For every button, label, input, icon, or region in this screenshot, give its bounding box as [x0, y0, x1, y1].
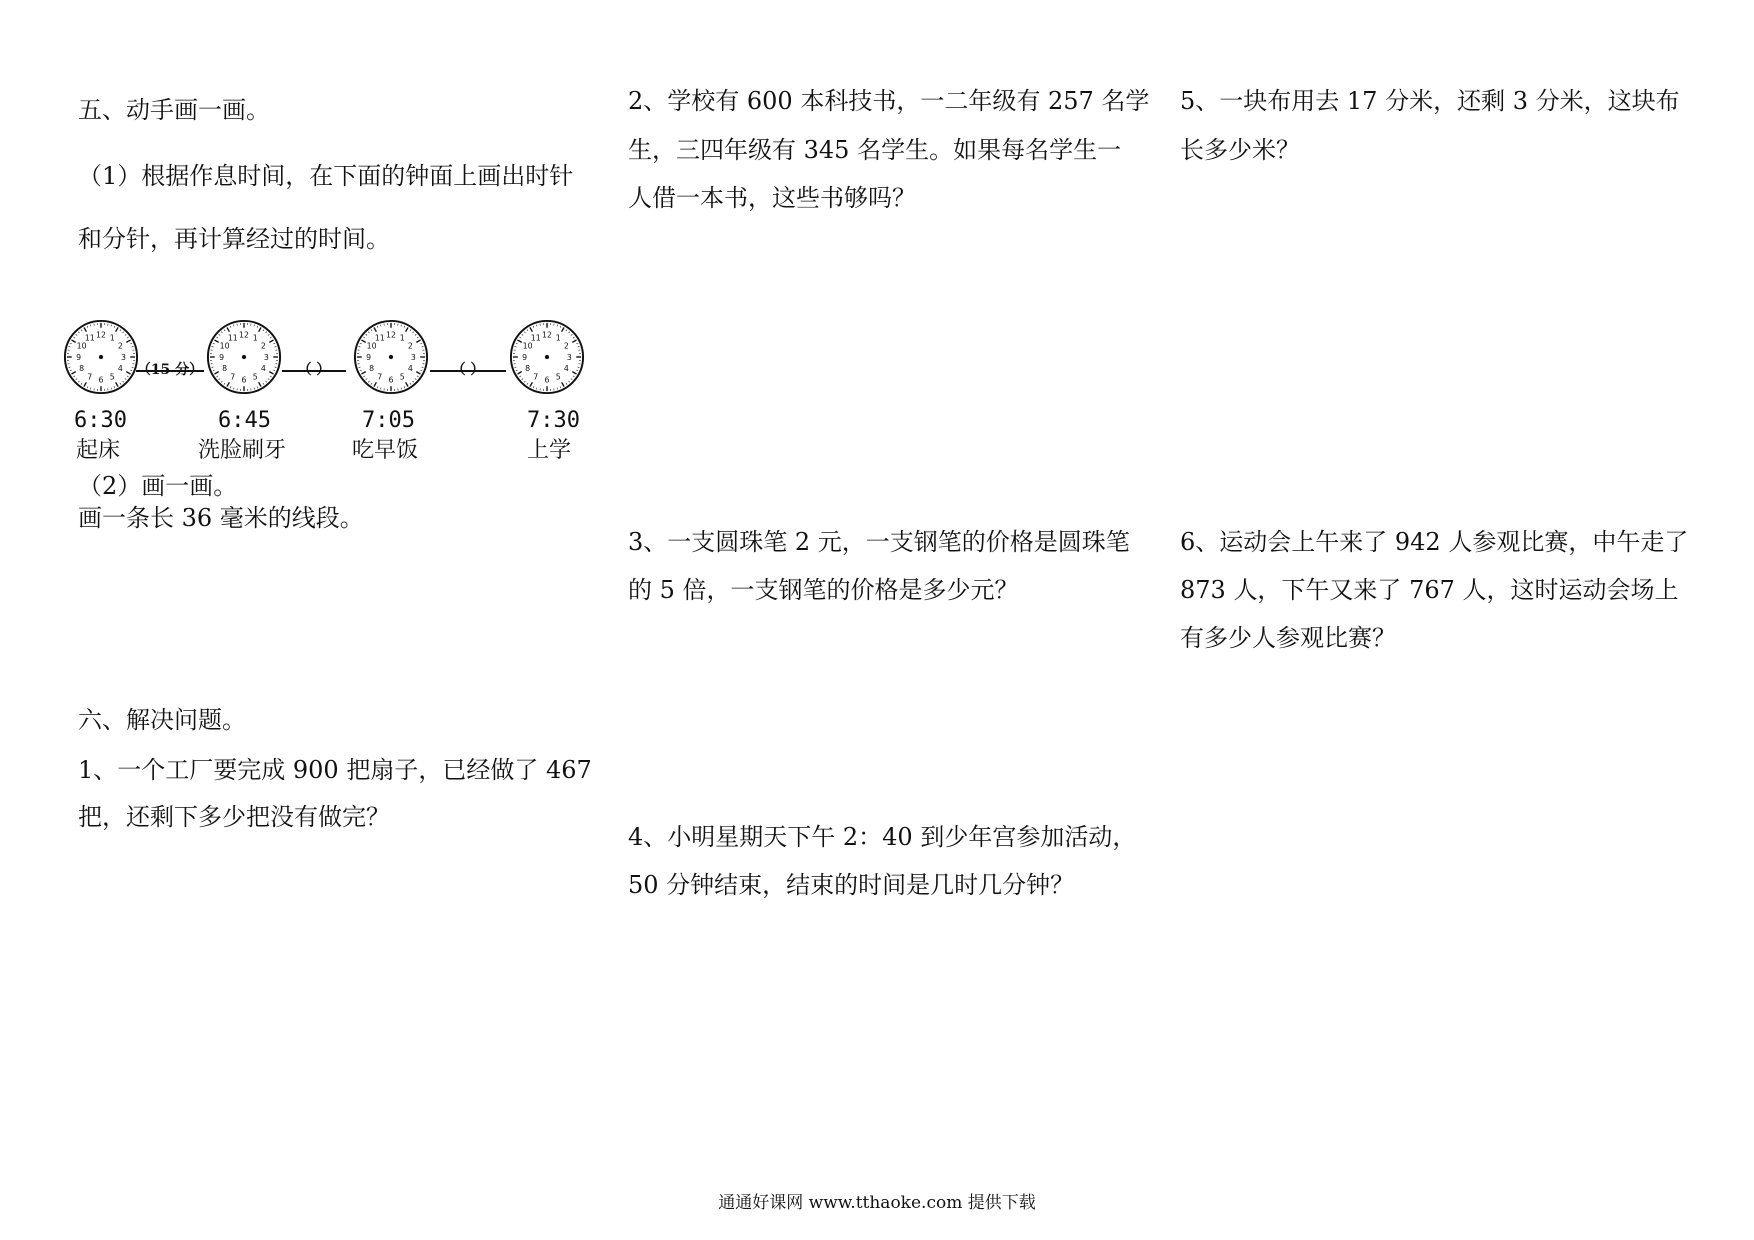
clock-tick	[517, 340, 521, 342]
clock-tick	[533, 326, 534, 328]
clock-number: 6	[388, 375, 394, 385]
clock-number: 2	[260, 341, 266, 351]
clock-tick	[515, 367, 517, 368]
clock-tick	[374, 382, 376, 386]
clock-tick	[69, 367, 71, 368]
clock-tick	[572, 372, 576, 374]
clock-tick	[84, 327, 86, 331]
clock-tick	[125, 379, 126, 380]
clock-tick	[263, 329, 264, 331]
clock-tick	[576, 343, 578, 344]
clock-number: 7	[87, 372, 93, 382]
clock-tick	[380, 388, 381, 390]
schedule-activity-4: 上学	[527, 438, 572, 463]
clock-tick	[270, 376, 272, 377]
clock-tick	[269, 340, 273, 342]
clock-tick	[363, 376, 365, 377]
clock-tick	[401, 388, 402, 390]
clock-tick	[213, 343, 215, 344]
clock-tick	[415, 334, 416, 335]
clock-tick	[569, 332, 570, 333]
clock-number: 4	[407, 364, 413, 374]
clock-tick	[417, 376, 419, 377]
clock-tick	[530, 327, 532, 331]
clock-number: 2	[407, 341, 413, 351]
clock-tick	[416, 372, 420, 374]
clock-tick	[516, 370, 518, 371]
interval-line-3	[430, 370, 506, 372]
clock-tick	[571, 334, 572, 335]
clock-center	[389, 355, 393, 359]
clock-tick	[69, 346, 71, 347]
clock-tick	[359, 346, 361, 347]
clock-tick	[562, 382, 564, 386]
clock-number: 7	[533, 372, 539, 382]
clock-tick	[275, 367, 277, 368]
problem-6-line2: 873 人，下午又来了 767 人，这时运动会场上	[1180, 576, 1679, 604]
interval-label-3: （ ）	[451, 362, 485, 378]
clock-tick	[566, 383, 567, 385]
clock-tick	[380, 325, 381, 327]
clock-tick	[116, 382, 118, 386]
clock-tick	[230, 326, 231, 328]
clock-tick	[216, 337, 218, 338]
clock-tick	[366, 379, 367, 380]
clock-tick	[557, 388, 558, 390]
clock-tick	[213, 370, 215, 371]
clock-face-svg	[62, 318, 140, 396]
clock-tick	[123, 381, 124, 382]
clock-tick	[221, 332, 222, 333]
clock-tick	[527, 383, 528, 385]
clock-number: 1	[555, 333, 561, 343]
clock-number: 11	[530, 333, 541, 343]
clock-tick	[368, 381, 369, 382]
clock-tick	[377, 326, 378, 328]
clock-tick	[76, 379, 77, 380]
clock-face-svg	[508, 318, 586, 396]
clock-tick	[90, 325, 91, 327]
clock-tick	[422, 367, 424, 368]
clock-tick	[360, 370, 362, 371]
clock-tick	[422, 346, 424, 347]
clock-number: 3	[263, 352, 269, 362]
clock-number: 4	[117, 364, 123, 374]
clock-tick	[273, 343, 275, 344]
clock-tick	[71, 340, 75, 342]
clock-number: 8	[79, 364, 85, 374]
clock-number: 7	[377, 372, 383, 382]
clock-tick	[78, 332, 79, 333]
clock-tick	[126, 340, 130, 342]
clock-tick	[516, 343, 518, 344]
clock-tick	[361, 372, 365, 374]
clock-face-2[interactable]	[205, 318, 283, 396]
clock-number: 12	[386, 330, 396, 340]
clock-tick	[81, 383, 82, 385]
clock-number: 12	[239, 330, 249, 340]
interval-label-1: （15 分）	[136, 362, 204, 378]
clock-tick	[216, 376, 218, 377]
clock-number: 12	[542, 330, 552, 340]
clock-tick	[363, 337, 365, 338]
clock-tick	[219, 379, 220, 380]
clock-tick	[270, 337, 272, 338]
clock-tick	[578, 346, 580, 347]
clock-tick	[73, 337, 75, 338]
clock-tick	[257, 326, 258, 328]
clock-tick	[530, 382, 532, 386]
clock-tick	[522, 379, 523, 380]
clock-number: 10	[219, 341, 230, 351]
clock-tick	[377, 386, 378, 388]
problem-1-line2: 把，还剩下多少把没有做完？	[78, 803, 390, 831]
clock-number: 11	[84, 333, 95, 343]
clock-tick	[533, 386, 534, 388]
schedule-time-3: 7:05	[362, 408, 415, 433]
clock-tick	[259, 382, 261, 386]
interval-line-2	[282, 370, 346, 372]
problem-1-line1: 1、一个工厂要完成 900 把扇子，已经做了 467	[78, 756, 592, 784]
interval-label-2: （ ）	[297, 362, 331, 378]
clock-number: 3	[566, 352, 572, 362]
clock-tick	[562, 327, 564, 331]
clock-tick	[374, 327, 376, 331]
clock-tick	[126, 372, 130, 374]
clock-number: 10	[76, 341, 87, 351]
problem-3-line2: 的 5 倍，一支钢笔的价格是多少元？	[628, 576, 1019, 604]
schedule-time-2: 6:45	[218, 408, 271, 433]
clock-tick	[233, 325, 234, 327]
clock-number: 6	[544, 375, 550, 385]
clock-tick	[227, 382, 229, 386]
clock-tick	[371, 383, 372, 385]
clock-tick	[536, 325, 537, 327]
footer-credit: 通通好课网 www.tthaoke.com 提供下载	[718, 1193, 1036, 1213]
clock-number: 5	[252, 372, 258, 382]
clock-tick	[515, 346, 517, 347]
problem-4-line2: 50 分钟结束，结束的时间是几时几分钟？	[628, 871, 1075, 899]
clock-tick	[132, 367, 134, 368]
clock-number: 11	[227, 333, 238, 343]
clock-number: 8	[222, 364, 228, 374]
clock-tick	[410, 383, 411, 385]
clock-number: 4	[563, 364, 569, 374]
clock-tick	[111, 388, 112, 390]
clock-tick	[70, 343, 72, 344]
clock-tick	[571, 379, 572, 380]
clock-number: 3	[410, 352, 416, 362]
clock-tick	[212, 367, 214, 368]
section5-q1-line1: （1）根据作息时间，在下面的钟面上画出时针	[78, 162, 574, 190]
clock-tick	[366, 334, 367, 335]
clock-number: 9	[219, 352, 225, 362]
clock-tick	[519, 376, 521, 377]
clock-tick	[114, 386, 115, 388]
clock-tick	[519, 337, 521, 338]
clock-number: 7	[230, 372, 236, 382]
clock-tick	[404, 386, 405, 388]
problem-5-line1: 5、一块布用去 17 分米，还剩 3 分米，这块布	[1180, 87, 1680, 115]
clock-tick	[566, 329, 567, 331]
schedule-activity-3: 吃早饭	[352, 438, 419, 463]
clock-number: 12	[96, 330, 106, 340]
clock-number: 9	[522, 352, 528, 362]
clock-number: 5	[555, 372, 561, 382]
section5-q2-title: （2）画一画。	[78, 472, 238, 500]
clock-tick	[417, 337, 419, 338]
clock-number: 11	[374, 333, 385, 343]
clock-tick	[371, 329, 372, 331]
clock-tick	[359, 367, 361, 368]
clock-number: 10	[366, 341, 377, 351]
clock-tick	[406, 382, 408, 386]
clock-tick	[524, 332, 525, 333]
clock-tick	[78, 381, 79, 382]
clock-tick	[130, 343, 132, 344]
clock-tick	[572, 340, 576, 342]
problem-4-line1: 4、小明星期天下午 2：40 到少年宫参加活动，	[628, 823, 1137, 851]
clock-tick	[410, 329, 411, 331]
clock-tick	[221, 381, 222, 382]
clock-tick	[266, 381, 267, 382]
clock-number: 1	[399, 333, 405, 343]
clock-tick	[71, 372, 75, 374]
clock-tick	[573, 337, 575, 338]
clock-number: 5	[109, 372, 115, 382]
clock-tick	[212, 346, 214, 347]
clock-tick	[268, 379, 269, 380]
clock-face-svg	[205, 318, 283, 396]
clock-number: 5	[399, 372, 405, 382]
clock-tick	[404, 326, 405, 328]
interval-line-1	[136, 370, 204, 372]
problem-3-line1: 3、一支圆珠笔 2 元，一支钢笔的价格是圆珠笔	[628, 528, 1130, 556]
schedule-activity-1: 起床	[76, 438, 121, 463]
clock-number: 8	[525, 364, 531, 374]
clock-schedule	[60, 318, 600, 398]
clock-tick	[420, 370, 422, 371]
clock-tick	[368, 332, 369, 333]
clock-tick	[406, 327, 408, 331]
clock-number: 8	[369, 364, 375, 374]
clock-tick	[263, 383, 264, 385]
schedule-time-4: 7:30	[527, 408, 580, 433]
clock-tick	[557, 325, 558, 327]
clock-tick	[413, 332, 414, 333]
clock-tick	[73, 376, 75, 377]
problem-6-line1: 6、运动会上午来了 942 人参观比赛，中午走了	[1180, 528, 1689, 556]
clock-tick	[90, 388, 91, 390]
clock-tick	[259, 327, 261, 331]
clock-tick	[275, 346, 277, 347]
clock-tick	[560, 386, 561, 388]
problem-5-line2: 长多少米？	[1180, 136, 1300, 164]
problem-2-line2: 生，三四年级有 345 名学生。如果每名学生一	[628, 136, 1122, 164]
clock-tick	[230, 386, 231, 388]
clock-number: 9	[76, 352, 82, 362]
clock-tick	[87, 326, 88, 328]
clock-tick	[415, 379, 416, 380]
clock-tick	[569, 381, 570, 382]
clock-tick	[257, 386, 258, 388]
clock-tick	[214, 340, 218, 342]
clock-tick	[573, 376, 575, 377]
clock-tick	[361, 340, 365, 342]
clock-number: 10	[522, 341, 533, 351]
clock-tick	[130, 370, 132, 371]
clock-tick	[522, 334, 523, 335]
clock-tick	[517, 372, 521, 374]
clock-number: 1	[109, 333, 115, 343]
clock-tick	[127, 337, 129, 338]
clock-tick	[84, 382, 86, 386]
schedule-time-1: 6:30	[74, 408, 127, 433]
clock-center	[545, 355, 549, 359]
clock-number: 2	[117, 341, 123, 351]
clock-tick	[120, 329, 121, 331]
clock-tick	[527, 329, 528, 331]
clock-number: 3	[120, 352, 126, 362]
clock-face-svg	[352, 318, 430, 396]
clock-center	[242, 355, 246, 359]
clock-face-4[interactable]	[508, 318, 586, 396]
clock-tick	[123, 332, 124, 333]
clock-tick	[214, 372, 218, 374]
section5-title: 五、动手画一画。	[78, 96, 270, 124]
clock-tick	[127, 376, 129, 377]
clock-tick	[224, 329, 225, 331]
clock-tick	[219, 334, 220, 335]
clock-number: 2	[563, 341, 569, 351]
clock-tick	[269, 372, 273, 374]
clock-number: 1	[252, 333, 258, 343]
clock-tick	[576, 370, 578, 371]
clock-tick	[360, 343, 362, 344]
problem-2-line1: 2、学校有 600 本科技书，一二年级有 257 名学	[628, 87, 1150, 115]
clock-tick	[578, 367, 580, 368]
clock-tick	[401, 325, 402, 327]
section5-q2-text: 画一条长 36 毫米的线段。	[78, 504, 364, 532]
clock-tick	[273, 370, 275, 371]
schedule-activity-2: 洗脸刷牙	[198, 438, 287, 463]
clock-tick	[87, 386, 88, 388]
clock-face-1[interactable]	[62, 318, 140, 396]
problem-2-line3: 人借一本书，这些书够吗？	[628, 184, 916, 212]
clock-tick	[116, 327, 118, 331]
clock-tick	[76, 334, 77, 335]
clock-tick	[268, 334, 269, 335]
clock-number: 6	[98, 375, 104, 385]
clock-tick	[70, 370, 72, 371]
clock-tick	[81, 329, 82, 331]
clock-tick	[524, 381, 525, 382]
clock-number: 4	[260, 364, 266, 374]
clock-tick	[233, 388, 234, 390]
clock-tick	[114, 326, 115, 328]
clock-tick	[125, 334, 126, 335]
clock-tick	[560, 326, 561, 328]
section5-q1-line2: 和分针，再计算经过的时间。	[78, 225, 390, 253]
clock-tick	[111, 325, 112, 327]
clock-number: 9	[366, 352, 372, 362]
clock-center	[99, 355, 103, 359]
clock-face-3[interactable]	[352, 318, 430, 396]
clock-tick	[266, 332, 267, 333]
clock-number: 6	[241, 375, 247, 385]
section6-title: 六、解决问题。	[78, 706, 246, 734]
clock-tick	[420, 343, 422, 344]
clock-tick	[254, 325, 255, 327]
clock-tick	[132, 346, 134, 347]
problem-6-line3: 有多少人参观比赛？	[1180, 624, 1396, 652]
clock-tick	[227, 327, 229, 331]
clock-tick	[120, 383, 121, 385]
clock-tick	[416, 340, 420, 342]
clock-tick	[224, 383, 225, 385]
clock-tick	[254, 388, 255, 390]
clock-tick	[413, 381, 414, 382]
clock-tick	[536, 388, 537, 390]
